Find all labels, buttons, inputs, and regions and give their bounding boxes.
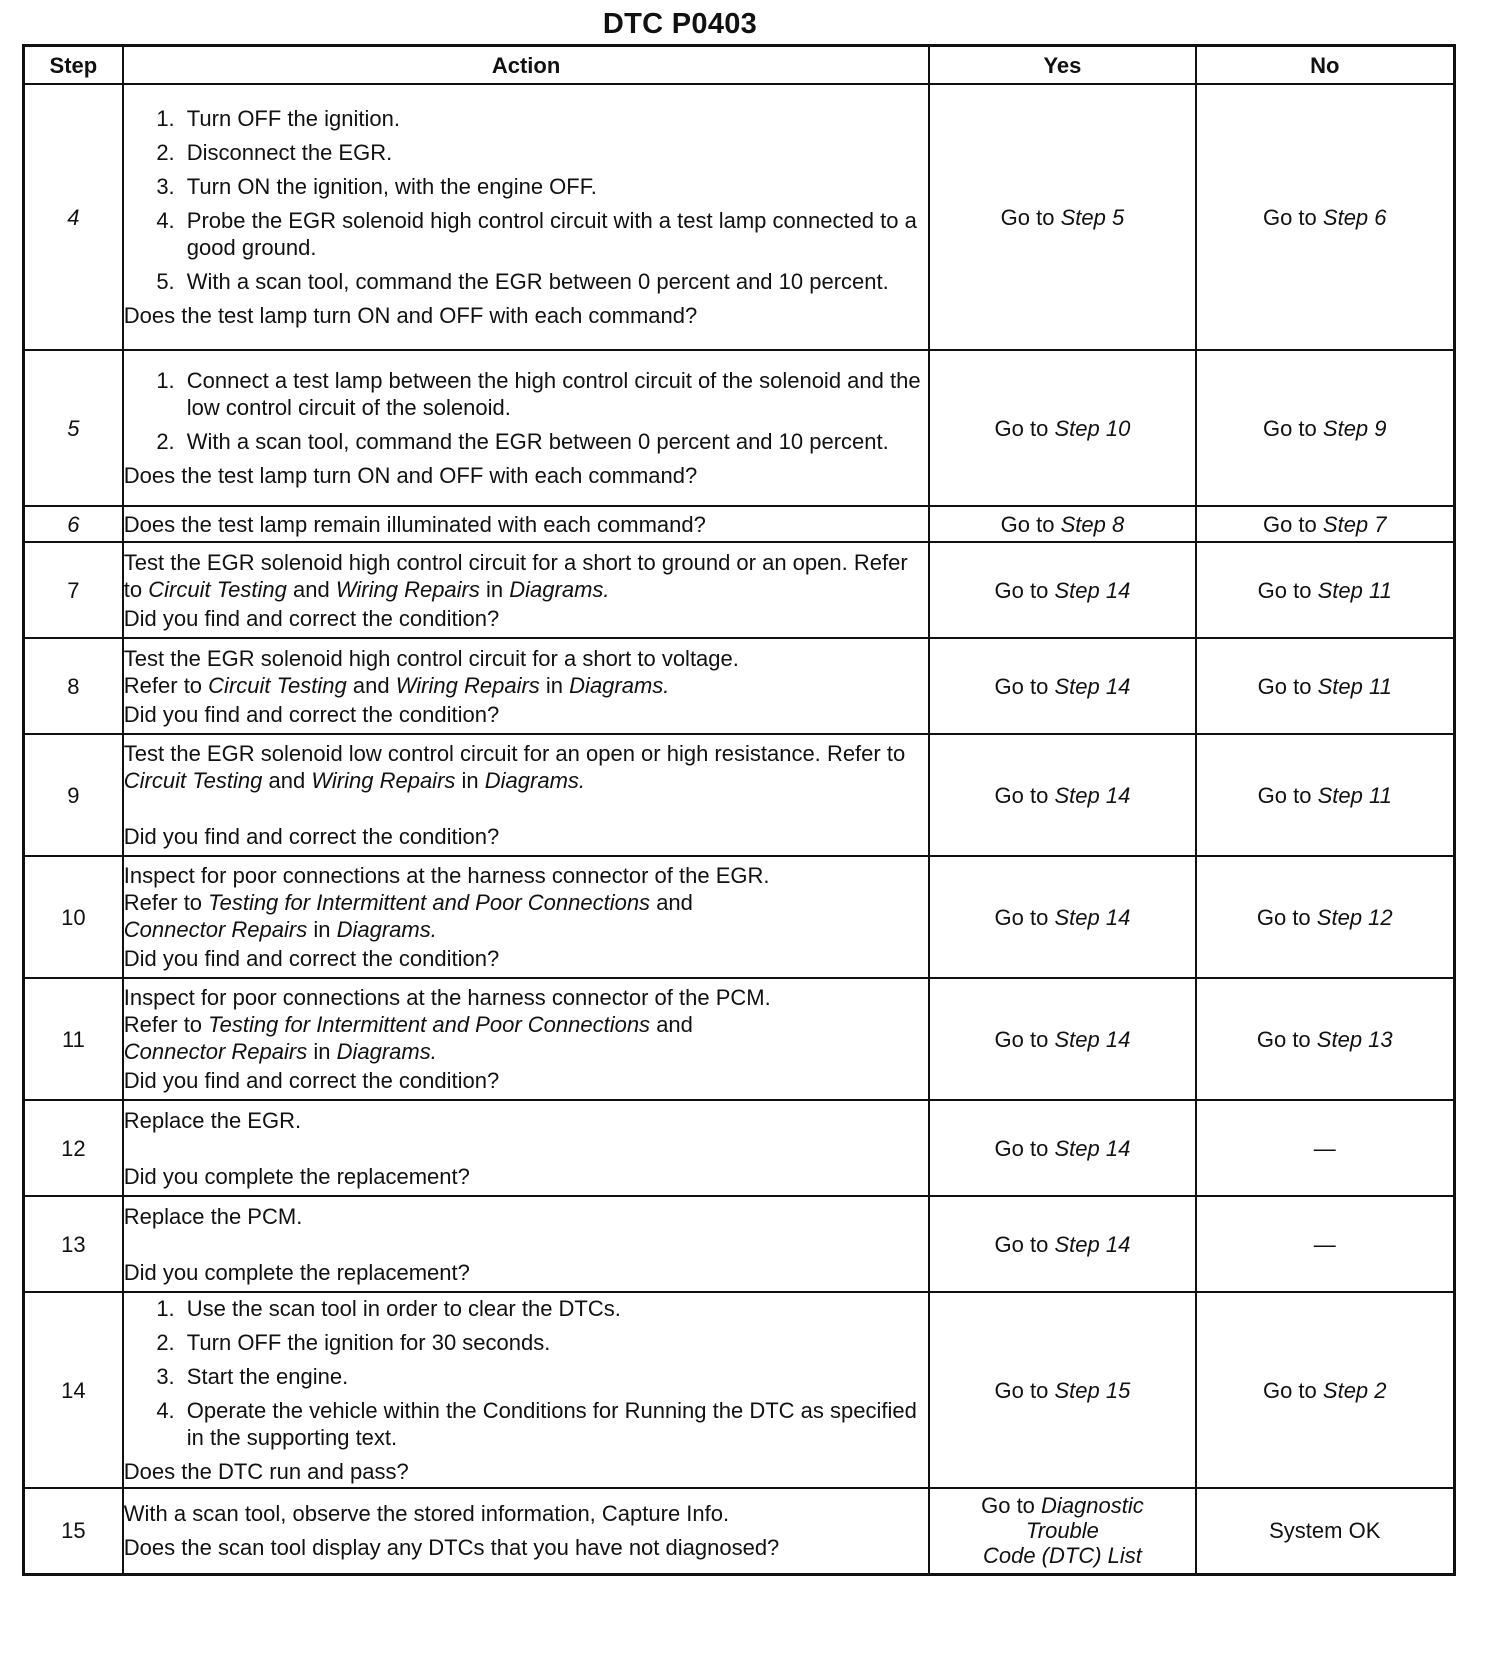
yes-cell: [929, 350, 1195, 506]
yes-cell: [929, 506, 1195, 542]
step-number: 10: [24, 856, 123, 978]
diagrams-link[interactable]: Diagrams.: [336, 1039, 437, 1064]
action-question: Does the test lamp remain illuminated with each command?: [123, 511, 706, 537]
no-step-link[interactable]: Step 11: [1317, 673, 1392, 699]
list-item: 3. Start the engine.: [181, 1363, 929, 1390]
refer-to-label: Refer to: [123, 1012, 203, 1037]
diagrams-link[interactable]: Diagrams.: [484, 768, 586, 793]
header-yes: Yes: [929, 46, 1195, 85]
yes-trouble-link[interactable]: Trouble: [1025, 1518, 1099, 1544]
yes-cell: [929, 1100, 1195, 1196]
no-cell: [1196, 350, 1455, 506]
list-item: 2. Turn OFF the ignition for 30 seconds.: [181, 1329, 929, 1356]
yes-diagnostic-link[interactable]: Diagnostic: [1041, 1493, 1144, 1519]
refer-to-label: Refer to: [123, 672, 203, 698]
action-steps: [124, 105, 929, 295]
action-text: [124, 645, 929, 699]
table-row: [24, 1196, 1455, 1292]
action-question: Does the scan tool display any DTCs that you have not diagnosed?: [123, 1535, 780, 1561]
action-text: [124, 862, 929, 943]
action-sentence: Inspect for poor connections at the harness connector of the PCM.: [123, 985, 771, 1010]
connector-repairs-link[interactable]: Connector Repairs: [123, 1039, 308, 1064]
testing-intermittent-link[interactable]: Testing for Intermittent and Poor Connections: [208, 1012, 651, 1037]
no-step-link[interactable]: Step 13: [1316, 1026, 1393, 1052]
list-item: 1. Turn OFF the ignition.: [181, 105, 929, 132]
no-step-link[interactable]: Step 7: [1322, 511, 1387, 537]
refer-to-label: Refer to: [123, 549, 908, 602]
action-question: Did you find and correct the condition?: [123, 946, 500, 971]
action-text: [124, 740, 929, 794]
go-to-label: Go to: [994, 415, 1049, 441]
yes-cell: [929, 1196, 1195, 1292]
and-label: and: [656, 1012, 693, 1037]
circuit-testing-link[interactable]: Circuit Testing: [208, 672, 347, 698]
connector-repairs-link[interactable]: Connector Repairs: [123, 917, 308, 942]
no-cell: [1196, 978, 1455, 1100]
list-item: 1. Use the scan tool in order to clear the DTCs.: [181, 1295, 929, 1322]
step-number: 4: [24, 84, 123, 350]
yes-cell: [929, 542, 1195, 638]
step-number: 6: [24, 506, 123, 542]
circuit-testing-link[interactable]: Circuit Testing: [123, 768, 263, 793]
go-to-label: Go to: [981, 1493, 1035, 1519]
action-question: Did you find and correct the condition?: [123, 824, 500, 849]
step-number: 11: [24, 978, 123, 1100]
list-item: 1. Connect a test lamp between the high control circuit of the solenoid and the low control circuit of the solenoid.: [181, 367, 929, 421]
table-row: [24, 1292, 1455, 1488]
action-sentence: Test the EGR solenoid high control circuit for a short to ground or an open.: [123, 549, 848, 575]
table-row: [24, 84, 1455, 350]
yes-cell: [929, 638, 1195, 734]
yes-step-link[interactable]: Step 14: [1054, 782, 1131, 808]
action-sentence: Test the EGR solenoid high control circuit for a short to voltage.: [123, 645, 739, 671]
action-question: Does the test lamp turn ON and OFF with each command?: [123, 303, 698, 328]
yes-step-link[interactable]: Step 5: [1060, 204, 1125, 230]
no-cell: [1196, 1196, 1455, 1292]
go-to-label: Go to: [994, 577, 1049, 603]
in-label: in: [461, 768, 479, 793]
and-label: and: [292, 576, 330, 602]
action-question: Did you find and correct the condition?: [123, 605, 500, 631]
no-step-link[interactable]: Step 11: [1317, 577, 1392, 603]
action-sentence: Replace the PCM.: [123, 1203, 303, 1229]
list-item: 4. Probe the EGR solenoid high control circuit with a test lamp connected to a good ground.: [181, 207, 929, 261]
table-row: [24, 856, 1455, 978]
no-cell: [1196, 856, 1455, 978]
refer-to-label: Refer to: [826, 741, 906, 766]
action-steps: [124, 1295, 929, 1451]
go-to-label: Go to: [1256, 904, 1311, 930]
table-row: [24, 350, 1455, 506]
header-row: [24, 46, 1455, 85]
action-cell: [123, 856, 930, 978]
no-cell: [1196, 506, 1455, 542]
action-text: [124, 549, 929, 603]
table-row: [24, 978, 1455, 1100]
step-number: 8: [24, 638, 123, 734]
go-to-label: Go to: [1256, 1026, 1311, 1052]
no-cell: [1196, 1292, 1455, 1488]
go-to-label: Go to: [1257, 673, 1312, 699]
dtc-table: [22, 44, 1456, 1576]
step-number: 7: [24, 542, 123, 638]
list-item: 2. Disconnect the EGR.: [181, 139, 929, 166]
action-question: Did you complete the replacement?: [123, 1163, 470, 1189]
yes-cell: [929, 1292, 1195, 1488]
yes-cell: [929, 856, 1195, 978]
wiring-repairs-link[interactable]: Wiring Repairs: [335, 576, 480, 602]
go-to-label: Go to: [994, 673, 1049, 699]
action-cell: [123, 542, 930, 638]
diagrams-link[interactable]: Diagrams.: [336, 917, 437, 942]
no-step-link[interactable]: Step 11: [1317, 782, 1392, 808]
step-number: 13: [24, 1196, 123, 1292]
go-to-label: Go to: [1257, 577, 1312, 603]
step-number: 14: [24, 1292, 123, 1488]
circuit-testing-link[interactable]: Circuit Testing: [148, 576, 287, 602]
yes-cell: [929, 1488, 1195, 1574]
step-number: 5: [24, 350, 123, 506]
no-dash: —: [1313, 1135, 1336, 1161]
go-to-label: Go to: [994, 782, 1049, 808]
action-question: Does the DTC run and pass?: [123, 1459, 409, 1484]
header-no: No: [1196, 46, 1455, 85]
action-cell: [123, 506, 930, 542]
action-cell: [123, 978, 930, 1100]
and-label: and: [268, 768, 306, 793]
diagrams-link[interactable]: Diagrams.: [569, 672, 670, 698]
yes-cell: [929, 978, 1195, 1100]
action-text: [124, 984, 929, 1065]
table-row: [24, 506, 1455, 542]
yes-step-link[interactable]: Step 14: [1054, 904, 1131, 930]
table-row: [24, 1488, 1455, 1574]
go-to-label: Go to: [1262, 415, 1317, 441]
yes-step-link[interactable]: Step 10: [1054, 415, 1131, 441]
list-item: 2. With a scan tool, command the EGR between 0 percent and 10 percent.: [181, 428, 929, 455]
header-step: Step: [24, 46, 123, 85]
table-row: [24, 638, 1455, 734]
no-dash: —: [1313, 1231, 1336, 1257]
action-cell: [123, 638, 930, 734]
in-label: in: [545, 672, 564, 698]
spacer: [124, 794, 929, 821]
wiring-repairs-link[interactable]: Wiring Repairs: [395, 672, 540, 698]
spacer: [124, 1134, 929, 1161]
go-to-label: Go to: [994, 1231, 1049, 1257]
action-cell: [123, 350, 930, 506]
go-to-label: Go to: [994, 904, 1049, 930]
table-row: [24, 542, 1455, 638]
action-question: Did you complete the replacement?: [123, 1259, 470, 1285]
in-label: in: [313, 917, 331, 942]
go-to-label: Go to: [994, 1026, 1049, 1052]
and-label: and: [656, 890, 693, 915]
yes-step-link[interactable]: Step 8: [1060, 511, 1125, 537]
go-to-label: Go to: [994, 1377, 1049, 1403]
no-step-link[interactable]: Step 12: [1316, 904, 1393, 930]
action-sentence: Replace the EGR.: [123, 1107, 302, 1133]
go-to-label: Go to: [1000, 511, 1055, 537]
action-cell: [123, 1100, 930, 1196]
go-to-label: Go to: [994, 1135, 1049, 1161]
action-cell: [123, 1196, 930, 1292]
yes-step-link[interactable]: Step 14: [1054, 1135, 1131, 1161]
yes-cell: [929, 84, 1195, 350]
spacer: [124, 1230, 929, 1257]
action-question: Did you find and correct the condition?: [123, 701, 500, 727]
system-ok-text: System OK: [1269, 1518, 1381, 1544]
diagrams-link[interactable]: Diagrams.: [509, 576, 610, 602]
action-question: Did you find and correct the condition?: [123, 1068, 500, 1093]
no-cell: [1196, 1100, 1455, 1196]
go-to-label: Go to: [1257, 782, 1312, 808]
document-title: DTC P0403: [602, 8, 758, 40]
go-to-label: Go to: [1262, 511, 1317, 537]
yes-step-link[interactable]: Step 14: [1054, 1231, 1131, 1257]
table-row: [24, 734, 1455, 856]
in-label: in: [486, 576, 504, 602]
yes-step-link[interactable]: Step 14: [1054, 577, 1131, 603]
yes-step-link[interactable]: Step 14: [1054, 673, 1131, 699]
step-number: 15: [24, 1488, 123, 1574]
no-cell: [1196, 542, 1455, 638]
testing-intermittent-link[interactable]: Testing for Intermittent and Poor Connections: [208, 890, 651, 915]
no-cell: [1196, 1488, 1455, 1574]
no-cell: [1196, 734, 1455, 856]
no-cell: [1196, 84, 1455, 350]
go-to-label: Go to: [1262, 204, 1317, 230]
yes-code-list-link[interactable]: Code (DTC) List: [982, 1543, 1142, 1569]
step-number: 9: [24, 734, 123, 856]
list-item: 4. Operate the vehicle within the Conditions for Running the DTC as specified in the supporting text.: [181, 1397, 929, 1451]
action-sentence: With a scan tool, observe the stored information, Capture Info.: [123, 1501, 730, 1527]
list-item: 5. With a scan tool, command the EGR between 0 percent and 10 percent.: [181, 268, 929, 295]
and-label: and: [352, 672, 390, 698]
yes-cell: [929, 734, 1195, 856]
yes-step-link[interactable]: Step 15: [1054, 1377, 1131, 1403]
action-cell: [123, 84, 930, 350]
no-cell: [1196, 638, 1455, 734]
refer-to-label: Refer to: [123, 890, 203, 915]
step-number: 12: [24, 1100, 123, 1196]
action-steps: [124, 367, 929, 455]
action-sentence: Test the EGR solenoid low control circuit for an open or high resistance.: [123, 741, 821, 766]
action-question: Does the test lamp turn ON and OFF with each command?: [123, 463, 698, 488]
no-step-link[interactable]: Step 6: [1322, 204, 1387, 230]
wiring-repairs-link[interactable]: Wiring Repairs: [311, 768, 456, 793]
action-cell: [123, 1488, 930, 1574]
list-item: 3. Turn ON the ignition, with the engine OFF.: [181, 173, 929, 200]
action-cell: [123, 1292, 930, 1488]
action-sentence: Inspect for poor connections at the harness connector of the EGR.: [123, 863, 770, 888]
go-to-label: Go to: [1262, 1377, 1317, 1403]
table-row: [24, 1100, 1455, 1196]
header-action: Action: [123, 46, 930, 85]
no-step-link[interactable]: Step 9: [1322, 415, 1387, 441]
no-step-link[interactable]: Step 2: [1322, 1377, 1387, 1403]
action-cell: [123, 734, 930, 856]
yes-step-link[interactable]: Step 14: [1054, 1026, 1131, 1052]
in-label: in: [313, 1039, 331, 1064]
go-to-label: Go to: [1000, 204, 1055, 230]
